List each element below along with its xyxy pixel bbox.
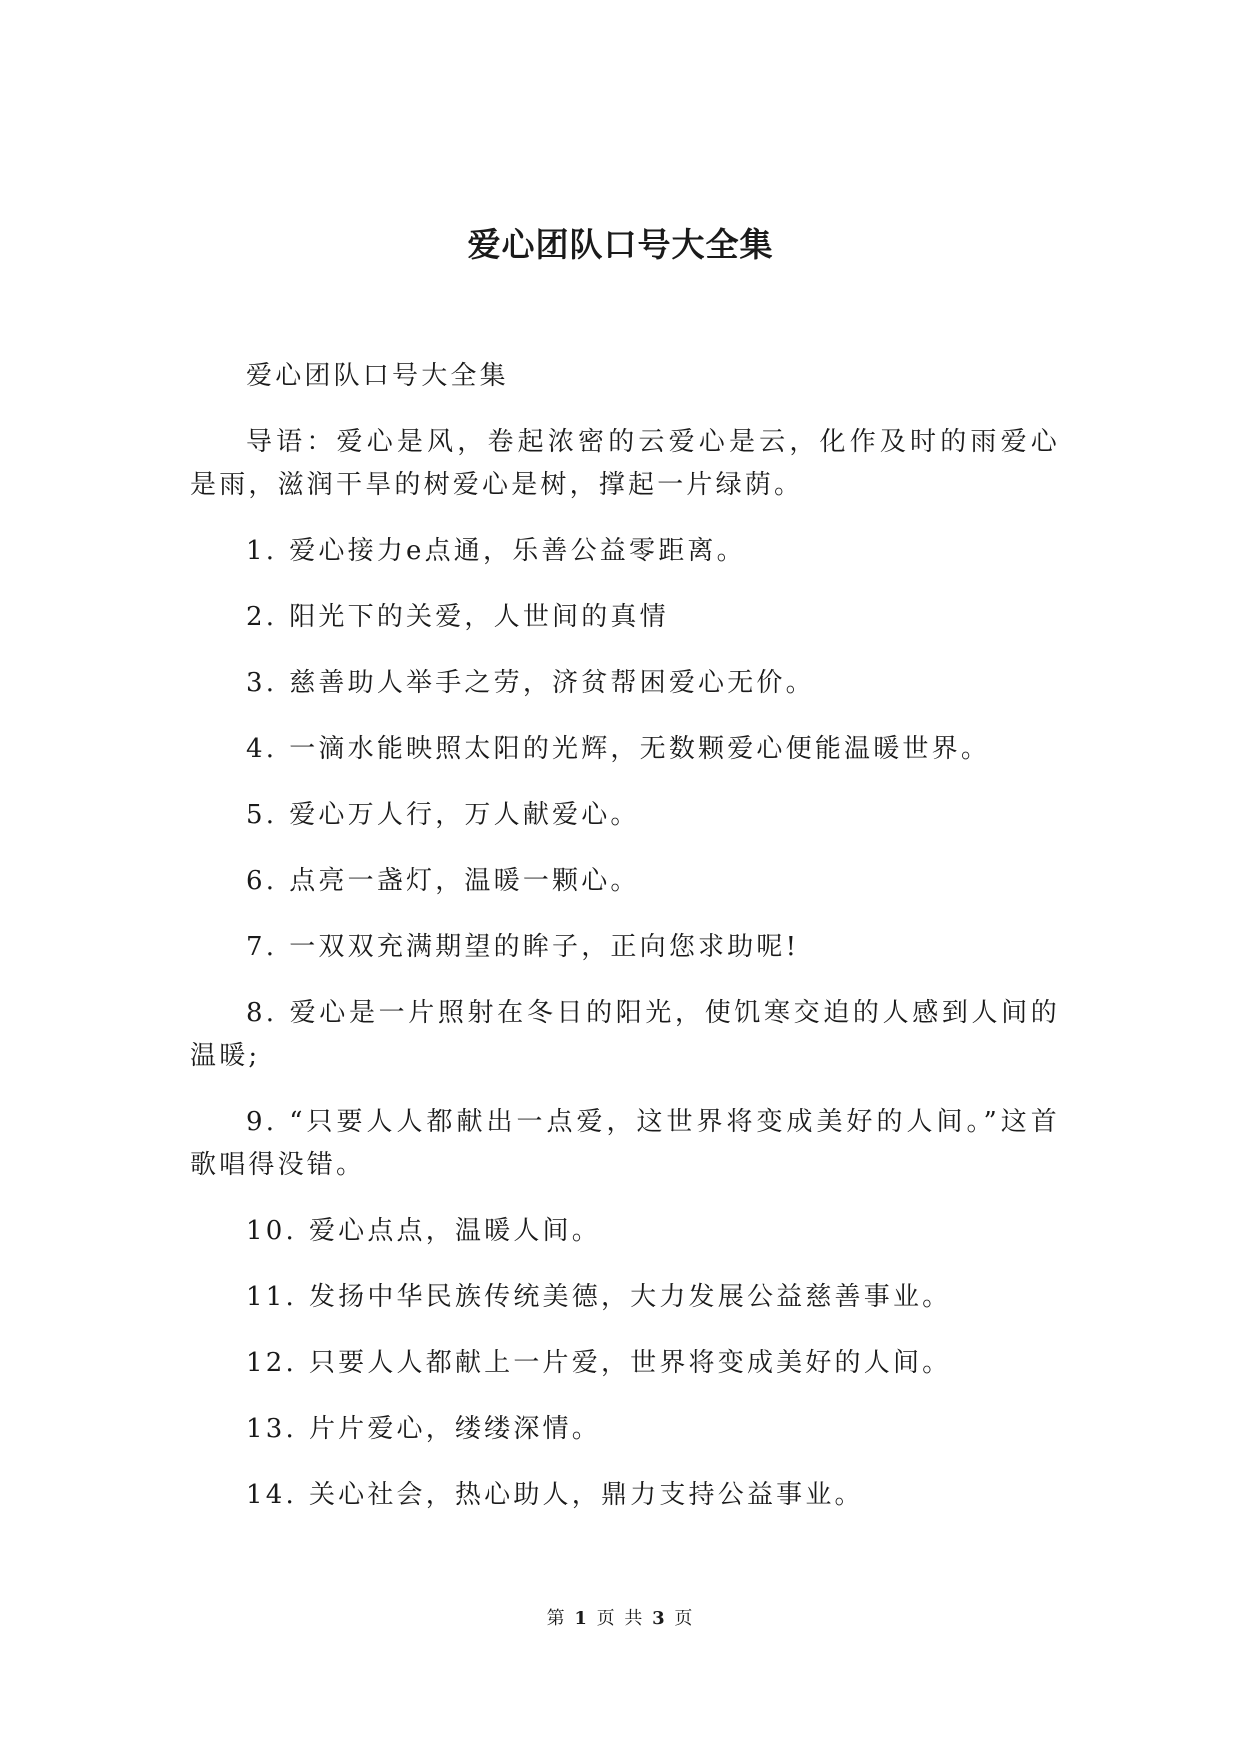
slogan-item-4 bbox=[190, 728, 1060, 771]
slogan-text: “只要人人都献出一点爱，这世界将变成美好的人间。”这首歌唱得没错。 bbox=[190, 1107, 1060, 1180]
slogan-text: 一滴水能映照太阳的光辉，无数颗爱心便能温暖世界。 bbox=[289, 734, 991, 764]
slogan-number: 1. bbox=[246, 536, 278, 566]
slogan-number: 3. bbox=[246, 668, 278, 698]
slogan-number: 9. bbox=[246, 1107, 278, 1137]
slogan-number: 6. bbox=[246, 866, 278, 896]
slogan-number: 7. bbox=[246, 932, 278, 962]
slogan-text: 阳光下的关爱，人世间的真情 bbox=[289, 602, 669, 632]
slogan-text: 慈善助人举手之劳，济贫帮困爱心无价。 bbox=[289, 668, 815, 698]
slogan-item-9 bbox=[190, 1101, 1060, 1187]
slogan-item-5 bbox=[190, 794, 1060, 837]
slogan-item-6 bbox=[190, 860, 1060, 903]
slogan-text: 爱心是一片照射在冬日的阳光，使饥寒交迫的人感到人间的温暖; bbox=[190, 998, 1060, 1071]
slogan-number: 10. bbox=[246, 1216, 297, 1246]
slogan-text: 只要人人都献上一片爱，世界将变成美好的人间。 bbox=[308, 1348, 952, 1378]
total-page-number: 3 bbox=[652, 1608, 667, 1629]
slogan-number: 14. bbox=[246, 1480, 297, 1510]
slogan-item-8 bbox=[190, 992, 1060, 1078]
page-footer bbox=[0, 1604, 1241, 1630]
document-title: 爱心团队口号大全集 bbox=[467, 225, 774, 264]
intro-paragraph: 导语：爱心是风，卷起浓密的云爱心是云，化作及时的雨爱心是雨，滋润干旱的树爱心是树，撑起一片绿荫。 bbox=[190, 427, 1060, 500]
slogan-text: 爱心万人行，万人献爱心。 bbox=[289, 800, 640, 830]
slogan-text: 发扬中华民族传统美德，大力发展公益慈善事业。 bbox=[308, 1282, 952, 1312]
subtitle-paragraph: 爱心团队口号大全集 bbox=[246, 361, 509, 391]
slogan-item-1 bbox=[190, 530, 1060, 573]
slogan-number: 2. bbox=[246, 602, 278, 632]
slogan-item-12 bbox=[190, 1342, 1060, 1385]
footer-middle: 页 共 bbox=[596, 1608, 645, 1629]
slogan-item-7 bbox=[190, 926, 1060, 969]
slogan-item-2 bbox=[190, 596, 1060, 639]
slogan-number: 5. bbox=[246, 800, 278, 830]
current-page-number: 1 bbox=[574, 1608, 589, 1629]
slogan-number: 13. bbox=[246, 1414, 297, 1444]
footer-prefix: 第 bbox=[546, 1608, 567, 1629]
slogan-text: 片片爱心，缕缕深情。 bbox=[308, 1414, 601, 1444]
slogan-text: 爱心接力e点通，乐善公益零距离。 bbox=[289, 536, 746, 566]
slogan-item-13 bbox=[190, 1408, 1060, 1451]
slogan-item-14 bbox=[190, 1474, 1060, 1517]
slogan-number: 4. bbox=[246, 734, 278, 764]
slogan-text: 爱心点点，温暖人间。 bbox=[308, 1216, 601, 1246]
slogan-item-10 bbox=[190, 1210, 1060, 1253]
document-body bbox=[190, 355, 1060, 1540]
slogan-number: 8. bbox=[246, 998, 278, 1028]
slogan-item-3 bbox=[190, 662, 1060, 705]
slogan-text: 一双双充满期望的眸子，正向您求助呢! bbox=[289, 932, 800, 962]
slogan-number: 12. bbox=[246, 1348, 297, 1378]
slogan-text: 点亮一盏灯，温暖一颗心。 bbox=[289, 866, 640, 896]
slogan-item-11 bbox=[190, 1276, 1060, 1319]
footer-suffix: 页 bbox=[674, 1608, 695, 1629]
slogan-number: 11. bbox=[246, 1282, 297, 1312]
slogan-text: 关心社会，热心助人，鼎力支持公益事业。 bbox=[308, 1480, 864, 1510]
